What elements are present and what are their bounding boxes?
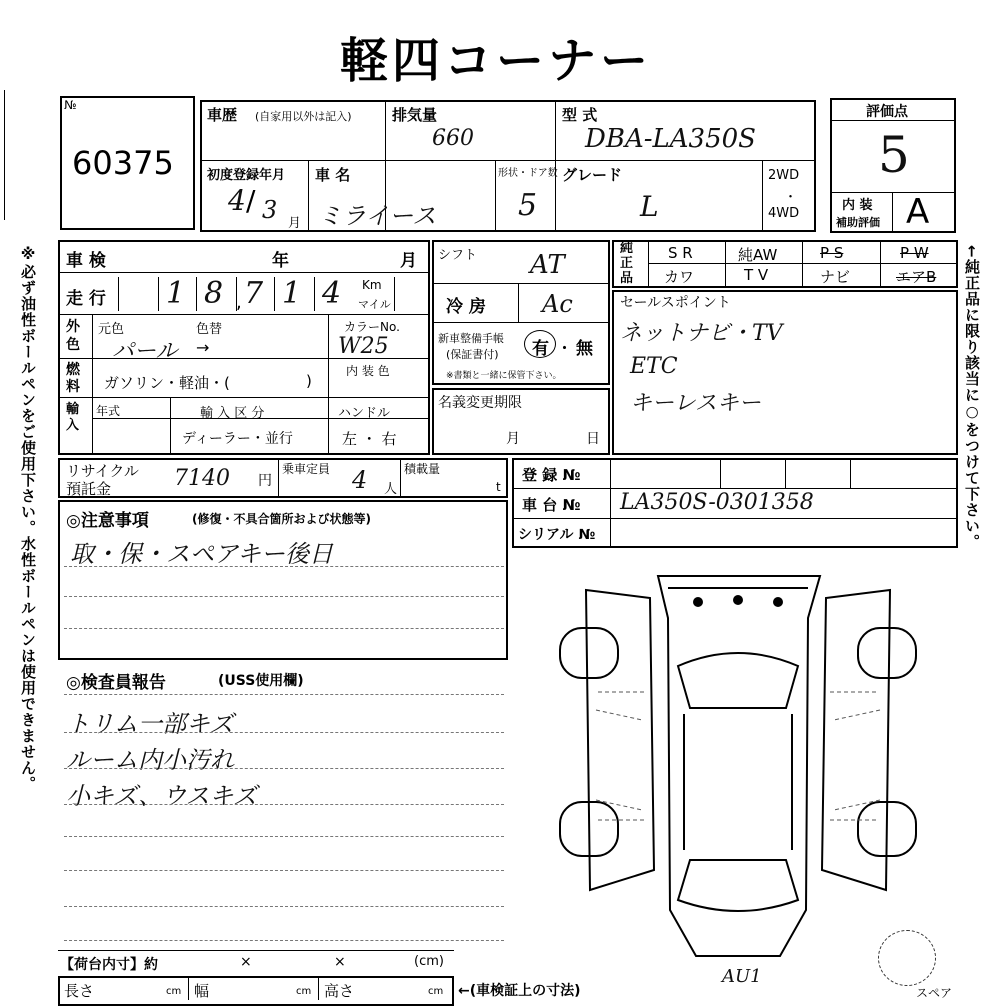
dash-line [64, 694, 504, 695]
divider [892, 192, 893, 233]
dimensions-box [58, 976, 454, 1006]
mileage-digit: 8 [204, 276, 224, 311]
divider [92, 314, 93, 455]
spare-label: スペア [916, 986, 953, 1000]
diagram-mark: AU1 [722, 966, 762, 987]
sales-point-item: ネットナビ・TV [620, 321, 783, 346]
score-label: 評価点 [866, 104, 908, 120]
equip-tv: T V [744, 266, 769, 284]
sales-points-label: セールスポイント [620, 295, 731, 311]
displacement-label: 排気量 [392, 106, 438, 124]
recycle-value: 7140 [174, 466, 230, 491]
dash-line [64, 732, 504, 733]
fuel-close: ) [306, 372, 312, 390]
divider [762, 160, 763, 232]
report-label: ◎検査員報告 [66, 673, 166, 693]
dimension-note: ←(車検証上の寸法) [458, 983, 581, 999]
divider [880, 240, 881, 288]
lot-prefix: № [64, 98, 77, 112]
page-edge [4, 90, 5, 220]
right-side-panel [822, 590, 890, 890]
mileage-cell [158, 277, 159, 311]
grade-label: グレード [562, 166, 623, 184]
recycle-unit: 円 [258, 473, 272, 489]
mileage-digit: 4 [322, 276, 342, 311]
mileage-cell [394, 277, 395, 311]
notes-sublabel: (修復・不具合箇所および状態等) [192, 512, 371, 526]
history-note: (自家用以外は記入) [255, 110, 352, 123]
mileage-cell [196, 277, 197, 311]
inspection-month: 月 [400, 251, 417, 271]
page-title: 軽四コーナー [340, 33, 653, 89]
mileage-unit-km: Km [362, 278, 382, 292]
month-unit: 月 [288, 216, 302, 231]
shift-label: シフト [438, 248, 478, 263]
mileage-digit: 7 [244, 276, 264, 311]
cargo-unit: (cm) [414, 954, 444, 969]
score-value: 5 [878, 126, 910, 184]
divider [170, 397, 171, 455]
genuine-side-label: 純正品 [620, 241, 634, 286]
name-change-month: 月 [506, 431, 520, 447]
equip-leather: カワ [664, 268, 695, 286]
interior-color-label: 内 装 色 [346, 364, 390, 378]
cargo-x2: × [334, 954, 346, 970]
divider [58, 314, 430, 315]
notes-line: 取・保・スペアキー後日 [70, 540, 334, 568]
divider [278, 458, 279, 498]
shift-value: AT [530, 250, 565, 280]
recycle-sublabel: 預託金 [66, 480, 112, 498]
front-left-wheel [560, 628, 618, 678]
exterior-color-side-label: 外色 [66, 319, 80, 353]
mileage-digit: 1 [282, 276, 302, 311]
equip-aw: 純AW [738, 246, 778, 264]
mileage-cell [274, 277, 275, 311]
drive-2wd: 2WD [768, 168, 800, 183]
windshield [678, 653, 798, 708]
name-change-day: 日 [586, 431, 600, 447]
manual-yes-circle [524, 330, 556, 358]
length-label: 長さ [64, 982, 95, 1000]
divider [200, 160, 816, 161]
manual-note: ※書類と一緒に保管下さい。 [446, 371, 562, 381]
dash-line [64, 906, 504, 907]
capacity-unit: 人 [384, 482, 398, 497]
mileage-cell [118, 277, 119, 311]
divider [432, 283, 610, 284]
divider [318, 976, 319, 1000]
dash-line [64, 596, 504, 597]
lot-number: 60375 [72, 144, 174, 182]
load-label: 積載量 [404, 462, 441, 476]
equip-pw: P W [900, 244, 929, 262]
chassis-label: 車 台 № [522, 496, 581, 514]
displacement-value: 660 [432, 126, 474, 151]
model-value: DBA-LA350S [585, 124, 756, 154]
interior-score-value: A [906, 192, 930, 232]
interior-score-label: 内 装 [842, 198, 873, 213]
dash-line [64, 940, 504, 941]
mileage-cell [314, 277, 315, 311]
divider [58, 950, 454, 951]
capacity-label: 乗車定員 [282, 462, 331, 476]
comma: , [236, 292, 242, 313]
divider [495, 160, 496, 232]
manual-no: 無 [576, 339, 593, 359]
chassis-value: LA350S-0301358 [620, 490, 814, 515]
inspection-year: 年 [272, 251, 289, 271]
dash-line [64, 870, 504, 871]
report-line: トリム一部キズ [66, 710, 234, 738]
mileage-label: 走 行 [66, 289, 106, 309]
divider [830, 192, 956, 193]
divider [188, 976, 189, 1000]
width-cm: cm [296, 986, 312, 997]
handle-label: ハンドル [338, 406, 391, 421]
car-name-value: ミライース [318, 202, 437, 230]
color-arrow: → [196, 338, 210, 357]
fuel-options: ガソリン・軽油・( [104, 374, 230, 392]
divider [610, 458, 611, 548]
divider [432, 322, 610, 323]
divider [512, 488, 958, 489]
divider [785, 458, 786, 488]
serial-label: シリアル № [518, 527, 596, 543]
divider [58, 397, 430, 398]
handle-value: 左 ・ 右 [342, 430, 397, 448]
spare-circle [878, 930, 936, 986]
ac-label: 冷 房 [446, 297, 486, 317]
doors-label: 形状・ドア数 [498, 168, 558, 179]
first-registration-year: 4 [228, 184, 246, 217]
divider [648, 263, 958, 264]
inspection-label: 車 検 [66, 251, 106, 271]
first-registration-label: 初度登録年月 [207, 168, 286, 183]
genuine-parts-note: ←純正品に限り該当に○をつけて下さい。 [963, 245, 981, 550]
divider [328, 314, 329, 398]
car-body [658, 576, 820, 956]
equip-sr: S R [668, 244, 693, 262]
manual-yes: 有 [532, 339, 549, 359]
divider [512, 518, 958, 519]
original-color-value: パール [112, 339, 178, 364]
dash-line [64, 566, 504, 567]
import-year-label: 年式 [96, 404, 121, 418]
dash-line [64, 804, 504, 805]
import-category-label: 輸 入 区 分 [200, 406, 265, 421]
cargo-x1: × [240, 954, 252, 970]
cargo-label: 【荷台内寸】約 [60, 957, 158, 973]
interior-score-sublabel: 補助評価 [836, 216, 880, 229]
registration-label: 登 録 № [522, 466, 581, 484]
rear-window [678, 860, 798, 911]
height-cm: cm [428, 986, 444, 997]
divider [648, 240, 649, 288]
color-change-label: 色替 [196, 322, 223, 337]
left-side-panel [586, 590, 654, 890]
divider [328, 397, 329, 455]
divider [725, 240, 726, 288]
name-change-label: 名義変更期限 [438, 395, 522, 411]
report-line: 小キズ、ウスキズ [66, 782, 258, 810]
drive-4wd: 4WD [768, 206, 800, 221]
divider [518, 283, 519, 322]
recycle-label: リサイクル [66, 462, 139, 480]
doors-value: 5 [518, 188, 538, 223]
notes-label: ◎注意事項 [66, 511, 149, 531]
divider [802, 240, 803, 288]
report-sublabel: (USS使用欄) [218, 673, 304, 689]
model-label: 型 式 [562, 106, 598, 124]
divider [850, 458, 851, 488]
dash-line [64, 628, 504, 629]
import-category-value: ディーラー・並行 [182, 431, 293, 447]
history-label: 車歴 [207, 106, 238, 124]
manual-label: 新車整備手帳 [438, 332, 504, 345]
color-code-label: カラーNo. [344, 320, 400, 334]
color-code-value: W25 [338, 334, 389, 359]
equip-ps: P S [820, 244, 844, 262]
drive-dot: ・ [784, 190, 798, 205]
first-registration-month: 3 [262, 196, 278, 224]
mileage-unit-mile: マイル [358, 298, 391, 311]
pen-instruction-note: ※必ず油性ボールペンをご使用下さい。水性ボールペンは使用できません。 [19, 245, 37, 792]
equip-airbag: エアB [896, 268, 937, 286]
height-label: 高さ [324, 982, 355, 1000]
manual-dot: ・ [556, 339, 573, 359]
slash: / [246, 184, 256, 217]
ac-value: Ac [542, 290, 573, 318]
original-color-label: 元色 [98, 322, 125, 337]
capacity-value: 4 [352, 466, 368, 494]
equip-navi: ナビ [820, 268, 851, 286]
front-right-wheel [858, 628, 916, 678]
mileage-digit: 1 [166, 276, 186, 311]
fuel-side-label: 燃料 [66, 362, 80, 395]
divider [308, 160, 309, 232]
length-cm: cm [166, 986, 182, 997]
car-diagram [550, 570, 940, 980]
report-line: ルーム内小汚れ [66, 746, 234, 774]
dash-line [64, 836, 504, 837]
car-name-label: 車 名 [315, 166, 351, 184]
divider [720, 458, 721, 488]
lot-number-box [60, 96, 195, 230]
dash-line [64, 768, 504, 769]
import-side-label: 輸入 [66, 402, 80, 433]
divider [400, 458, 401, 498]
width-label: 幅 [194, 982, 210, 1000]
sales-point-item: ETC [630, 354, 678, 379]
manual-sublabel: (保証書付) [446, 348, 499, 361]
divider [58, 272, 430, 273]
sales-point-item: キーレスキー [630, 391, 761, 416]
load-unit: t [496, 480, 501, 494]
grade-value: L [640, 190, 659, 223]
